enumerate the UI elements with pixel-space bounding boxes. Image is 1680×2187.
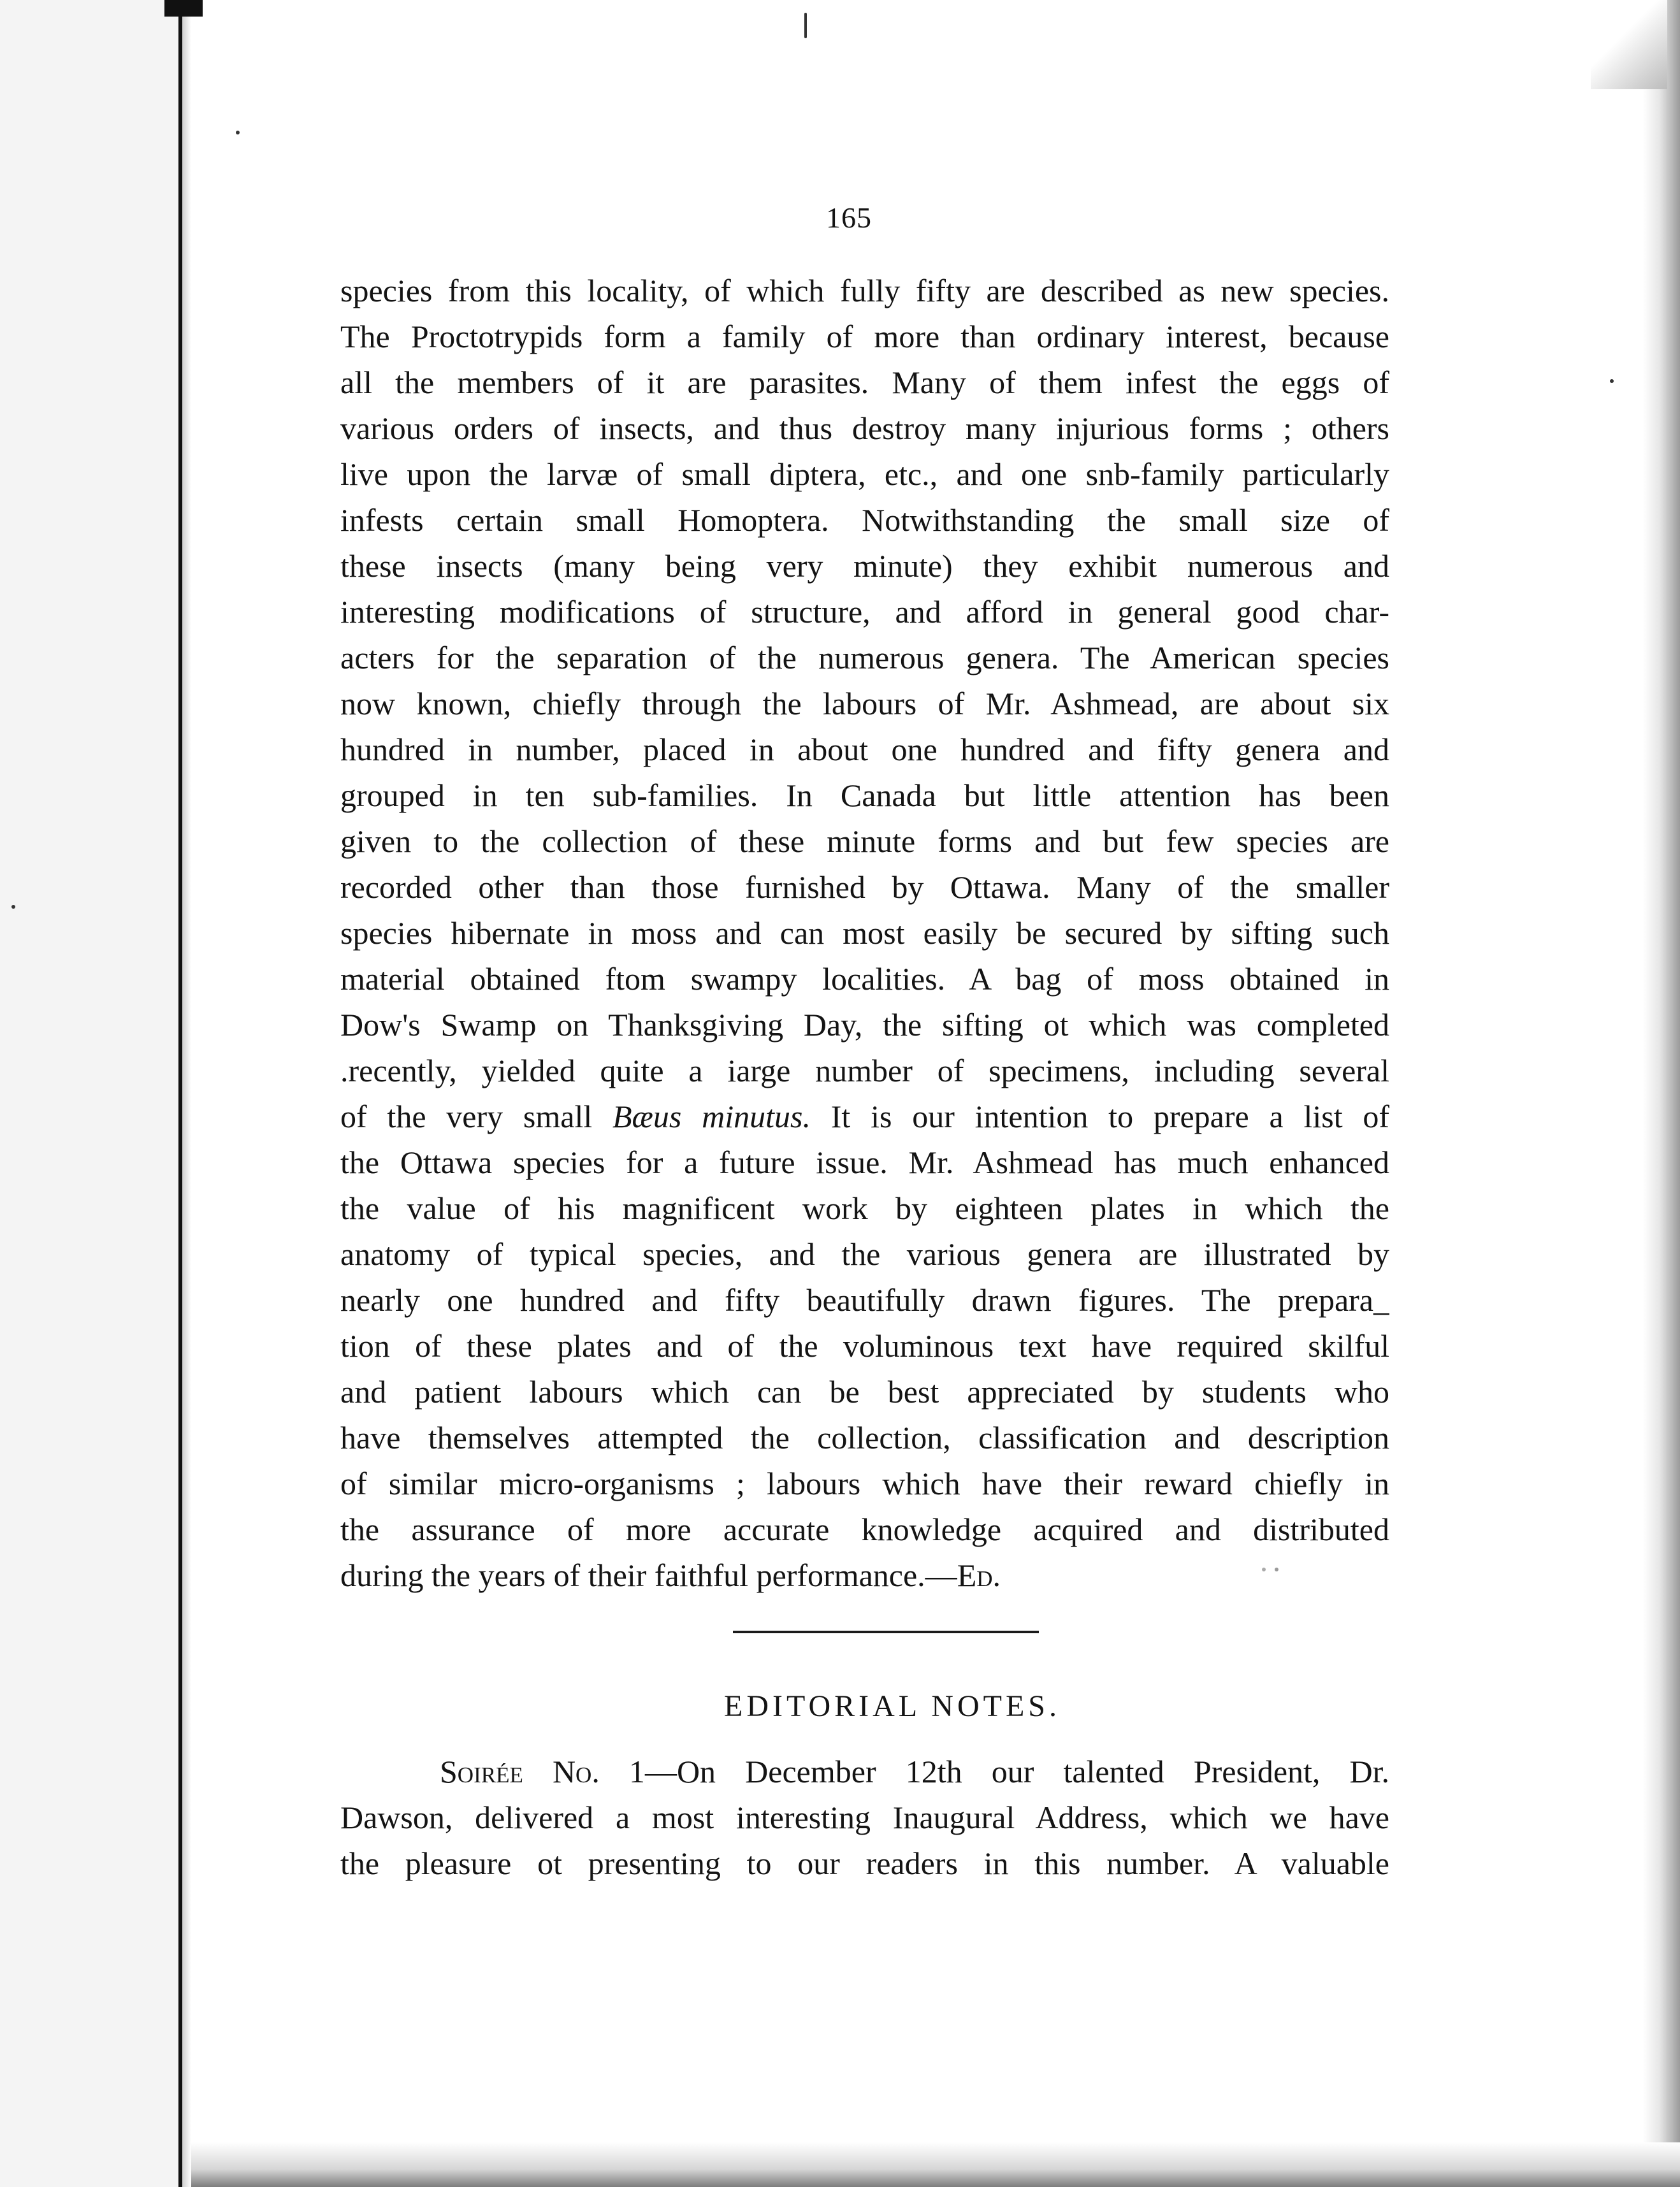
text-line: Dawson, delivered a most interesting Inaugural Address, which we have [340, 1800, 1389, 1835]
page-bottom-edge [191, 2142, 1680, 2187]
facing-page-edge [0, 0, 180, 2187]
text-line: and patient labours which can be best appreciated by students who [340, 1374, 1389, 1410]
binding-notch [164, 0, 203, 17]
text-line: have themselves attempted the collection, classification and description [340, 1420, 1389, 1455]
text-line: Dow's Swamp on Thanksgiving Day, the sifting ot which was completed [340, 1007, 1389, 1043]
text-line: material obtained ftom swampy localities. A bag of moss obtained in [340, 961, 1389, 997]
text-line: .recently, yielded quite a iarge number of specimens, including several [340, 1053, 1389, 1088]
text-line: The Proctotrypids form a family of more than ordinary interest, because [340, 319, 1389, 354]
text-line: the Ottawa species for a future issue. Mr. Ashmead has much enhanced [340, 1144, 1389, 1180]
text-line: live upon the larvæ of small diptera, etc., and one snb-family particularly [340, 456, 1389, 492]
lead-label: Soirée No. 1 [440, 1754, 645, 1789]
text-line: grouped in ten sub-families. In Canada but little attention has been [340, 777, 1389, 813]
text-segment: during the years of their faithful performance.— [340, 1557, 957, 1593]
text-line: now known, chiefly through the labours of Mr. Ashmead, are about six [340, 686, 1389, 721]
text-line: tion of these plates and of the voluminous text have required skilful [340, 1328, 1389, 1364]
page-corner [1591, 0, 1667, 89]
text-line: the value of his magnificent work by eighteen plates in which the [340, 1190, 1389, 1226]
text-line: various orders of insects, and thus destroy many injurious forms ; others [340, 410, 1389, 446]
text-line-with-species [340, 1094, 1389, 1139]
text-line: given to the collection of these minute forms and but few species are [340, 823, 1389, 859]
text-line: the assurance of more accurate knowledge acquired and distributed [340, 1512, 1389, 1547]
text-line: of similar micro-organisms ; labours which have their reward chiefly in [340, 1466, 1389, 1501]
text-line: acters for the separation of the numerous genera. The American species [340, 640, 1389, 675]
section-divider [733, 1631, 1039, 1633]
text-segment: —On December 12th our talented President, Dr. [644, 1754, 1389, 1789]
text-line: these insects (many being very minute) they exhibit numerous and [340, 548, 1389, 584]
species-name: Bæus minutus. [612, 1099, 811, 1134]
text-line: nearly one hundred and fifty beautifully drawn figures. The prepara_ [340, 1282, 1389, 1318]
closing-line [340, 1552, 1389, 1598]
editorial-notes-body [340, 1749, 1389, 1886]
page-number: 165 [826, 201, 872, 234]
text-line: species from this locality, of which fully fifty are described as new species. [340, 273, 1389, 308]
text-line: species hibernate in moss and can most easily be secured by sifting such [340, 915, 1389, 951]
text-line: all the members of it are parasites. Many of them infest the eggs of [340, 364, 1389, 400]
text-line: the pleasure ot presenting to our readers in this number. A valuable [340, 1845, 1389, 1881]
text-line: infests certain small Homoptera. Notwithstanding the small size of [340, 502, 1389, 538]
section-heading: EDITORIAL NOTES. [724, 1689, 1061, 1723]
text-line [368, 1749, 1389, 1794]
text-line: anatomy of typical species, and the various genera are illustrated by [340, 1236, 1389, 1272]
text-segment: It is our intention to prepare a list of [811, 1099, 1389, 1134]
text-segment: of the very small [340, 1099, 613, 1134]
text-line: recorded other than those furnished by Ottawa. Many of the smaller [340, 869, 1389, 905]
text-line: interesting modifications of structure, and afford in general good char- [340, 594, 1389, 630]
article-body [340, 268, 1389, 1598]
text-line: hundred in number, placed in about one hundred and fifty genera and [340, 732, 1389, 767]
page-right-edge [1643, 0, 1680, 2187]
gutter-shadow [182, 0, 191, 2187]
editor-signature: Ed. [957, 1557, 1001, 1593]
